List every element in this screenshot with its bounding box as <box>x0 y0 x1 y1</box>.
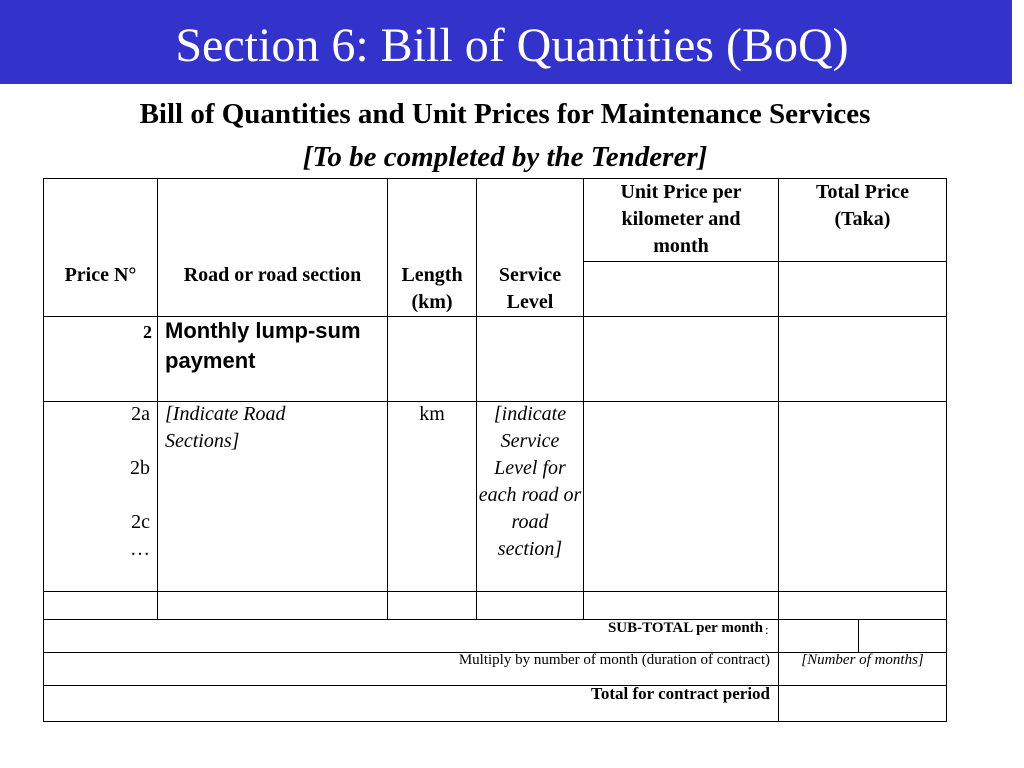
number-of-months-placeholder: [Number of months] <box>801 652 924 668</box>
subtotal-label: SUB-TOTAL per month <box>607 620 763 636</box>
road-sections-placeholder: [Indicate Road Sections] <box>165 403 286 452</box>
header-unit-price: Unit Price per kilometer and month <box>620 181 742 257</box>
header-length: Length (km) <box>401 264 463 313</box>
header-price-no: Price N° <box>64 264 137 286</box>
lump-road-description: Monthly lump-sum payment <box>165 318 361 373</box>
header-total-price: Total Price (Taka) <box>815 181 910 230</box>
total-contract-label: Total for contract period <box>591 684 770 703</box>
multiply-label: Multiply by number of month (duration of contract) <box>458 652 770 668</box>
price-no: 2b <box>130 457 150 479</box>
lump-price-no: 2 <box>143 322 152 342</box>
service-level-placeholder: [indicate Service Level for each road or road section] <box>478 403 582 560</box>
column-divider-line <box>387 178 388 619</box>
header-road-section: Road or road section <box>183 264 362 286</box>
row-divider-line <box>43 591 947 592</box>
length-unit: km <box>419 403 445 425</box>
table-border-bottom <box>43 721 947 722</box>
column-divider-line <box>858 619 859 652</box>
table-border-right <box>946 178 947 721</box>
price-no: … <box>130 538 150 560</box>
subtotal-colon: : <box>765 622 769 637</box>
boq-subtitle: Bill of Quantities and Unit Prices for Maintenance Services <box>139 98 871 130</box>
price-no-list <box>44 401 150 563</box>
slide-title: Section 6: Bill of Quantities (BoQ) <box>175 19 849 72</box>
price-no: 2a <box>131 403 150 425</box>
tenderer-instruction: [To be completed by the Tenderer] <box>302 141 708 173</box>
column-divider-line <box>157 178 158 619</box>
price-no: 2c <box>131 511 150 533</box>
header-service-level: Service Level <box>498 264 562 313</box>
header-split-line <box>583 261 947 262</box>
column-divider-line <box>778 178 779 721</box>
column-divider-line <box>583 178 584 619</box>
